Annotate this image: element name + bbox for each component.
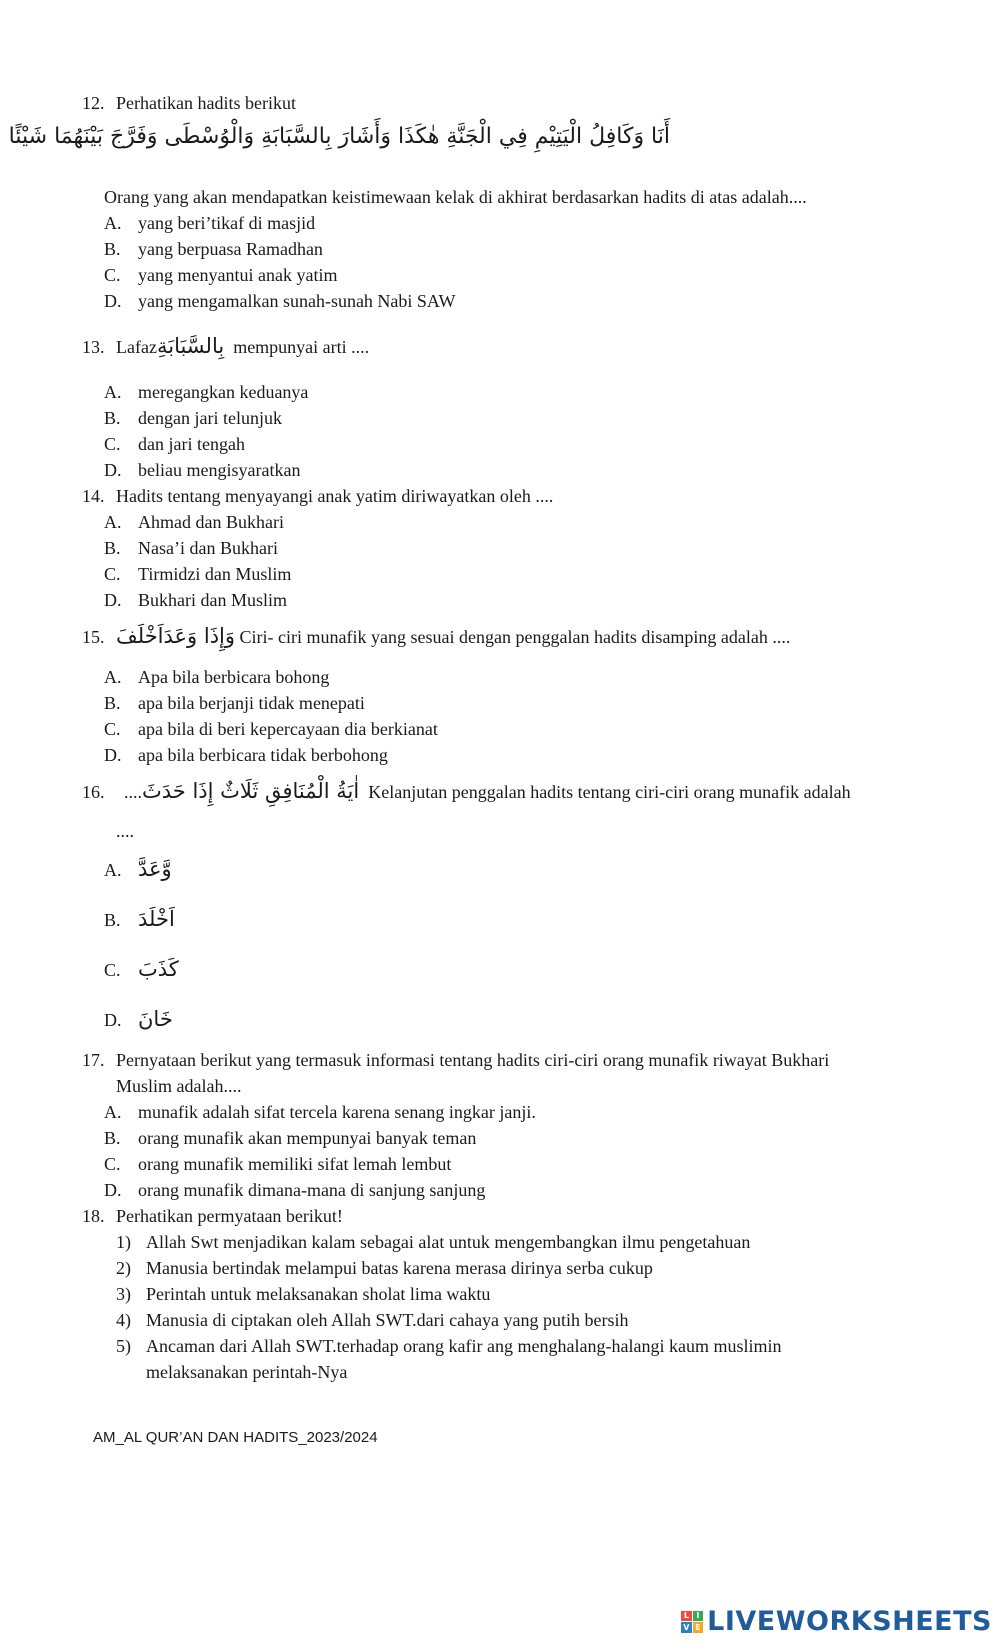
list-item: 5) Ancaman dari Allah SWT.terhadap orang kafir ang menghalang-halangi kaum muslimin: [116, 1336, 782, 1356]
question-text: Perhatikan hadits berikut: [116, 93, 296, 113]
option-a: A. yang beri’tikaf di masjid: [104, 213, 316, 233]
question-number: 16.: [82, 782, 105, 802]
question-12-title: [82, 91, 296, 115]
option-c: C. yang menyantui anak yatim: [104, 265, 338, 285]
option-a: A. munafik adalah sifat tercela karena senang ingkar janji.: [104, 1102, 536, 1122]
question-18-title: 18. Perhatikan permyataan berikut!: [82, 1206, 343, 1226]
list-item: 2) Manusia bertindak melampui batas karena merasa dirinya serba cukup: [116, 1258, 653, 1278]
option-d: D. خَانَ: [104, 1007, 173, 1031]
list-item: 1) Allah Swt menjadikan kalam sebagai alat untuk mengembangkan ilmu pengetahuan: [116, 1232, 751, 1252]
question-number: 17.: [82, 1050, 105, 1070]
question-17-title: 17. Pernyataan berikut yang termasuk informasi tentang hadits ciri-ciri orang munafik riwayat Bukhari: [82, 1050, 830, 1070]
question-15-title: 15. وَإِذَا وَعَدَاَخْلَفَ Ciri- ciri munafik yang sesuai dengan penggalan hadits disamping adalah ....: [82, 624, 791, 648]
question-number: 14.: [82, 486, 105, 506]
question-12-prompt: Orang yang akan mendapatkan keistimewaan kelak di akhirat berdasarkan hadits di atas adalah....: [104, 187, 807, 207]
option-a: A. وَّعَدَّ: [104, 857, 172, 881]
option-d: D. yang mengamalkan sunah-sunah Nabi SAW: [104, 291, 456, 311]
list-item-continuation: melaksanakan perintah-Nya: [146, 1362, 348, 1382]
question-14-title: 14. Hadits tentang menyayangi anak yatim diriwayatkan oleh ....: [82, 486, 554, 506]
question-16-title: 16. ....اٰيَةُ الْمُنَافِقِ ثَلَاثٌ إِذَا حَدَثَ Kelanjutan penggalan hadits tentang ciri-ciri orang munafik adalah: [82, 779, 851, 803]
option-b: B. orang munafik akan mempunyai banyak teman: [104, 1128, 477, 1148]
option-b: B. apa bila berjanji tidak menepati: [104, 693, 365, 713]
question-16-arabic-hadith: اٰيَةُ الْمُنَافِقِ ثَلَاثٌ إِذَا حَدَثَ: [142, 779, 360, 803]
option-a: A. Apa bila berbicara bohong: [104, 667, 330, 687]
option-c: C. orang munafik memiliki sifat lemah lembut: [104, 1154, 452, 1174]
option-a: A. meregangkan keduanya: [104, 382, 309, 402]
brand-name: LIVEWORKSHEETS: [707, 1606, 992, 1637]
option-d: D. apa bila berbicara tidak berbohong: [104, 745, 388, 765]
option-b: B. اَخْلَدَ: [104, 907, 175, 931]
question-number: 13.: [82, 337, 105, 357]
question-number: 18.: [82, 1206, 105, 1226]
option-c: C. apa bila di beri kepercayaan dia berkianat: [104, 719, 438, 739]
question-13-title: 13. Lafazبِالسَّبَابَةِ mempunyai arti ....: [82, 334, 370, 358]
option-a: A. Ahmad dan Bukhari: [104, 512, 284, 532]
option-c: C. كَذَبَ: [104, 957, 179, 981]
question-17-title-line2: Muslim adalah....: [116, 1076, 242, 1096]
question-12-arabic-hadith: أَنَا وَكَافِلُ الْيَتِيْمِ فِي الْجَنَّةِ هٰكَذَا وَأَشَارَ بِالسَّبَابَةِ وَالْوُسْطَى وَفَرَّجَ بَيْنَهُمَا شَيْئًا: [8, 124, 670, 149]
list-item: 3) Perintah untuk melaksanakan sholat lima waktu: [116, 1284, 491, 1304]
question-number: 12.: [82, 93, 105, 113]
option-b: B. yang berpuasa Ramadhan: [104, 239, 323, 259]
list-item: 4) Manusia di ciptakan oleh Allah SWT.dari cahaya yang putih bersih: [116, 1310, 629, 1330]
option-c: C. Tirmidzi dan Muslim: [104, 564, 292, 584]
liveworksheets-logo-icon: L I V E: [681, 1611, 703, 1633]
footer-course-code: AM_AL QUR’AN DAN HADITS_2023/2024: [93, 1429, 378, 1446]
liveworksheets-brand: [681, 1606, 992, 1637]
option-b: B. Nasa’i dan Bukhari: [104, 538, 278, 558]
option-d: D. beliau mengisyaratkan: [104, 460, 301, 480]
question-13-arabic-word: بِالسَّبَابَةِ: [156, 334, 225, 358]
option-d: D. Bukhari dan Muslim: [104, 590, 287, 610]
question-15-arabic-phrase: وَإِذَا وَعَدَاَخْلَفَ: [116, 624, 236, 648]
question-16-continuation: ....: [116, 821, 134, 841]
option-c: C. dan jari tengah: [104, 434, 245, 454]
option-b: B. dengan jari telunjuk: [104, 408, 282, 428]
question-number: 15.: [82, 627, 105, 647]
option-d: D. orang munafik dimana-mana di sanjung sanjung: [104, 1180, 486, 1200]
